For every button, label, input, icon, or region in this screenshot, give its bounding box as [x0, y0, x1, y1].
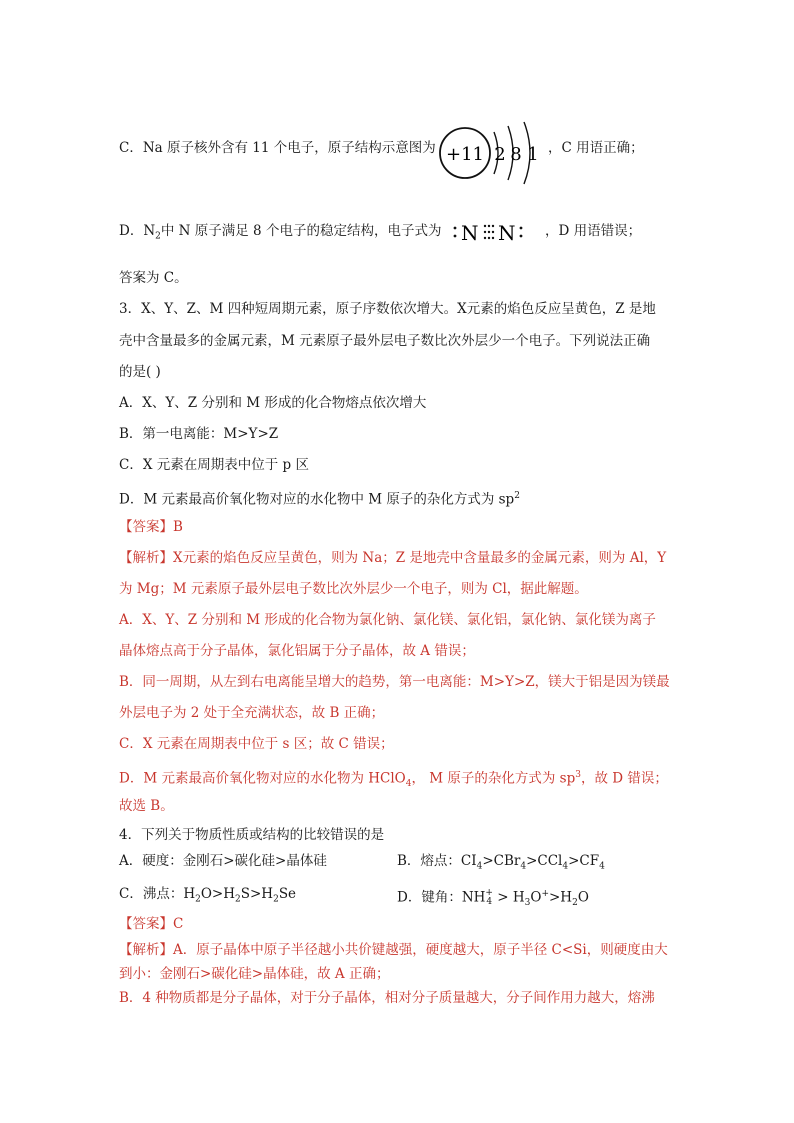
- q4-option-d: [397, 884, 589, 913]
- q4-answer: [119, 914, 183, 934]
- q3-answer: [119, 517, 183, 537]
- q4-b-s1: 4: [476, 861, 483, 872]
- option-d-post: [545, 221, 641, 241]
- q4-b-t1: >CBr: [482, 853, 521, 869]
- opt-d-sub: 2: [155, 231, 161, 242]
- q4-c-pre: C．沸点：H: [119, 886, 196, 902]
- q4-c-s1: 2: [195, 894, 201, 905]
- opt-d-pre: D．N: [119, 223, 156, 239]
- q4-stem: 4．下列关于物质性质或结构的比较错误的是: [119, 827, 385, 843]
- n2-electron-formula: [451, 218, 541, 248]
- q4-d-pre: D．键角：NH: [397, 889, 486, 906]
- analysis-d-mid: ， M 原子的杂化方式为 sp: [411, 770, 576, 787]
- q4-b-s2: 4: [520, 861, 527, 872]
- q4-c-t2: S>H: [240, 886, 274, 902]
- q4-option-b: [397, 851, 605, 877]
- answer-value: C: [173, 916, 184, 932]
- q3-stem-2: 壳中含量最多的金属元素，M 元素原子最外层电子数比次外层少一个电子。下列说法正确: [119, 333, 651, 349]
- q3-analysis-1: [119, 548, 666, 568]
- q3-analysis-7: C．X 元素在周期表中位于 s 区；故 C 错误；: [119, 736, 394, 752]
- q4-c-s3: 2: [273, 894, 279, 905]
- q3-analysis-2: 为 Mg；M 元素原子最外层电子数比次外层少一个电子，则为 Cl，据此解题。: [119, 581, 588, 597]
- q3-analysis-3: A．X、Y、Z 分别和 M 形成的化合物为氯化钠、氯化镁、氯化铝，氯化钠、氯化镁为离子: [119, 612, 656, 628]
- option-c-text: C．Na 原子核外含有 11 个电子，原子结构示意图为: [119, 140, 436, 156]
- shell-2: 8: [510, 144, 522, 165]
- option-c-post: [548, 138, 644, 158]
- q4-c-t1: O>H: [200, 886, 235, 902]
- answer-label: 【答案】: [119, 916, 173, 932]
- q3-analysis-6: 外层电子为 2 处于全充满状态，故 B 正确；: [119, 705, 385, 721]
- q4-analysis-1: [119, 940, 668, 960]
- q3-option-d-sup: 2: [514, 491, 520, 501]
- option-c-na: [119, 138, 436, 158]
- analysis-label: 【解析】: [119, 550, 173, 566]
- q4-option-c: [119, 884, 296, 910]
- q4-b-t3: >CF: [568, 853, 600, 869]
- q3-analysis-5: B．同一周期，从左到右电离能呈增大的趋势，第一电离能：M>Y>Z，镁大于铝是因为镁最: [119, 674, 670, 690]
- analysis-label: 【解析】: [119, 942, 173, 958]
- q4-b-s3: 4: [562, 861, 569, 872]
- q3-stem-3: 的是( ): [119, 364, 161, 380]
- analysis-d-pre: D．M 元素最高价氧化物对应的水化物为 HClO: [119, 770, 406, 787]
- shell-3: 1: [527, 144, 539, 165]
- option-d-n2: [119, 221, 441, 247]
- q3-analysis-4: 晶体熔点高于分子晶体，氯化铝属于分子晶体，故 A 错误；: [119, 643, 475, 659]
- q4-d-sup2: +: [541, 889, 549, 899]
- analysis-d-sub: 4: [405, 779, 412, 790]
- q3-conclusion: 故选 B。: [119, 798, 174, 814]
- opt-d-post-text: ，D 用语错误；: [545, 223, 642, 239]
- q3-stem-1: 3．X、Y、Z、M 四种短周期元素，原子序数依次增大。X元素的焰色反应呈黄色，Z 是地: [119, 301, 656, 317]
- option-c-post-text: ，C 用语正确；: [548, 140, 644, 156]
- answer-value: B: [173, 519, 183, 535]
- q4-b-pre: B．熔点：CI: [397, 853, 477, 869]
- shell-1: 2: [494, 144, 506, 165]
- q4-analysis-3: B．4 种物质都是分子晶体，对于分子晶体，相对分子质量越大，分子间作用力越大，熔沸: [119, 990, 655, 1006]
- prev-answer: 答案为 C。: [119, 270, 188, 286]
- q3-option-b: B．第一电离能：M>Y>Z: [119, 426, 279, 442]
- q3-option-d: [119, 486, 520, 510]
- q4-d-t2: O: [530, 889, 542, 906]
- q4-d-t4: O: [577, 889, 589, 906]
- q4-d-s2: 3: [524, 898, 531, 909]
- q4-d-sup: +: [485, 888, 493, 898]
- q3-option-a: A．X、Y、Z 分别和 M 形成的化合物熔点依次增大: [119, 395, 427, 411]
- q4-analysis-2: 到小：金刚石>碳化硅>晶体硅，故 A 正确；: [119, 966, 390, 982]
- n-atom-left: N: [461, 221, 479, 245]
- q3-analysis-8: [119, 765, 668, 794]
- q4-d-t1: > H: [492, 889, 525, 906]
- q3-option-c: C．X 元素在周期表中位于 p 区: [119, 457, 309, 473]
- q4-option-a: A．硬度：金刚石>碳化硅>晶体硅: [119, 853, 327, 869]
- q4-b-t2: >CCl: [526, 853, 563, 869]
- opt-d-mid: 中 N 原子满足 8 个电子的稳定结构，电子式为: [160, 223, 442, 239]
- nucleus-charge: +11: [446, 144, 484, 165]
- q4-c-s2: 2: [235, 894, 241, 905]
- q4-c-t3: Se: [278, 886, 297, 902]
- q4-d-t3: >H: [549, 889, 573, 906]
- analysis-d-post: ，故 D 错误；: [580, 770, 668, 787]
- q4-b-s4: 4: [599, 861, 605, 872]
- analysis-text: X元素的焰色反应呈黄色，则为 Na；Z 是地壳中含量最多的金属元素，则为 Al，Y: [173, 550, 667, 566]
- analysis-d-sup: 3: [575, 770, 581, 780]
- q4-d-s3: 2: [572, 898, 578, 909]
- q3-option-d-text: D．M 元素最高价氧化物对应的水化物中 M 原子的杂化方式为 sp: [119, 491, 515, 508]
- n-atom-right: N: [498, 221, 516, 245]
- na-atom-diagram: [436, 118, 546, 188]
- answer-label: 【答案】: [119, 519, 173, 535]
- analysis-text: A．原子晶体中原子半径越小共价键越强，硬度越大，原子半径 C<Si，则硬度由大: [173, 942, 668, 958]
- q4-d-sub: 4: [486, 897, 493, 907]
